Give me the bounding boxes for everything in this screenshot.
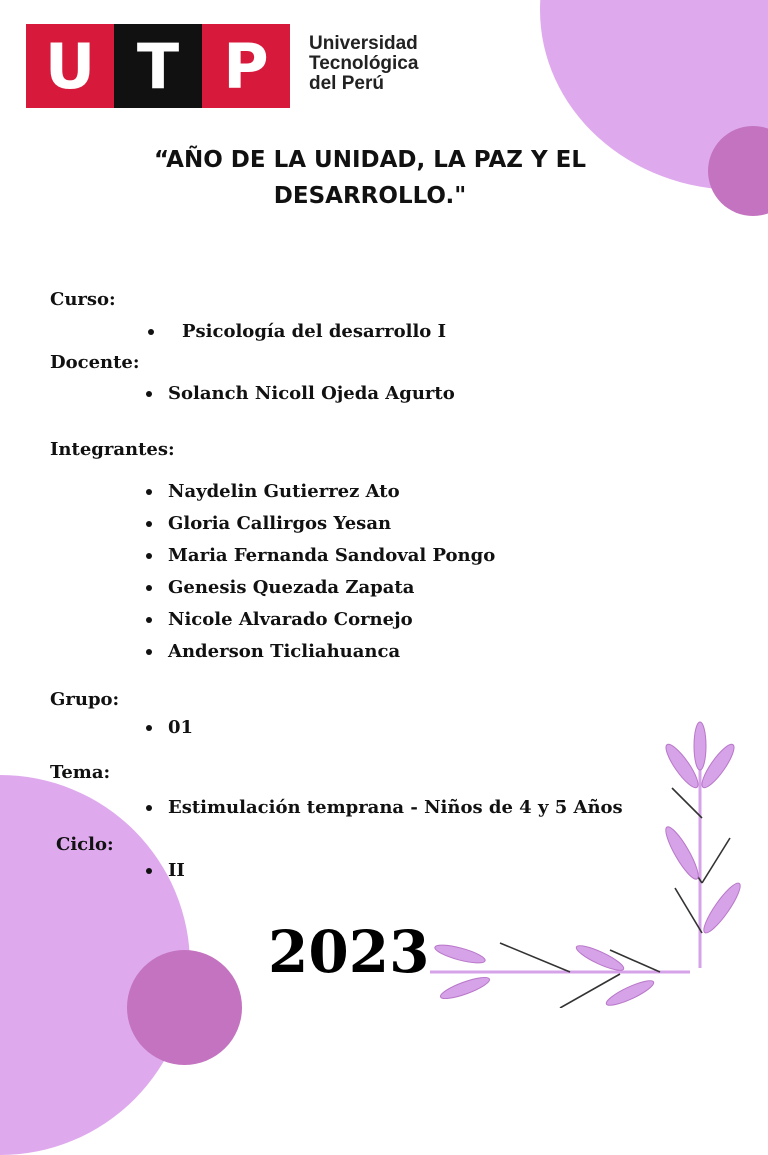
bullet-icon <box>146 805 152 811</box>
member-item <box>146 545 495 566</box>
bullet-icon <box>146 521 152 527</box>
university-name <box>309 34 418 94</box>
bullet-icon <box>146 725 152 731</box>
cycle-value: II <box>168 860 185 881</box>
slogan-line-2: DESARROLLO." <box>273 183 467 209</box>
course-label: Curso: <box>50 289 116 310</box>
slogan-line-1: “AÑO DE LA UNIDAD, LA PAZ Y EL <box>154 147 586 173</box>
leaf-branch-icon <box>420 718 768 1008</box>
member-name: Naydelin Gutierrez Ato <box>168 481 400 502</box>
member-name: Genesis Quezada Zapata <box>168 577 415 598</box>
bullet-icon <box>146 617 152 623</box>
teacher-label: Docente: <box>50 352 140 373</box>
logo-letter-p: P <box>202 24 290 108</box>
year-heading: 2023 <box>268 918 430 986</box>
topic-label: Tema: <box>50 762 111 783</box>
member-name: Nicole Alvarado Cornejo <box>168 609 413 630</box>
course-value: Psicología del desarrollo I <box>182 321 446 342</box>
group-value: 01 <box>168 717 194 738</box>
member-name: Anderson Ticliahuanca <box>168 641 401 662</box>
member-item <box>146 609 413 630</box>
logo-letter-u: U <box>26 24 114 108</box>
decorative-circle-bottom-left <box>127 950 242 1065</box>
year-slogan <box>60 142 680 214</box>
bullet-icon <box>146 585 152 591</box>
bullet-icon <box>146 868 152 874</box>
university-name-line-3: del Perú <box>309 73 384 94</box>
logo-letter-t: T <box>114 24 202 108</box>
member-name: Gloria Callirgos Yesan <box>168 513 392 534</box>
course-item <box>148 321 446 342</box>
member-item <box>146 513 391 534</box>
members-label: Integrantes: <box>50 439 175 460</box>
university-name-line-1: Universidad <box>309 33 418 54</box>
university-name-line-2: Tecnológica <box>309 53 419 74</box>
member-name: Maria Fernanda Sandoval Pongo <box>168 545 496 566</box>
member-item <box>146 481 400 502</box>
bullet-icon <box>146 649 152 655</box>
topic-value: Estimulación temprana - Niños de 4 y 5 Años <box>168 797 623 818</box>
member-item <box>146 577 414 598</box>
teacher-value: Solanch Nicoll Ojeda Agurto <box>168 383 455 404</box>
cycle-item <box>146 860 185 881</box>
utp-logo <box>26 24 290 108</box>
bullet-icon <box>148 329 154 335</box>
bullet-icon <box>146 553 152 559</box>
member-item <box>146 641 400 662</box>
cycle-label: Ciclo: <box>56 834 114 855</box>
group-label: Grupo: <box>50 689 120 710</box>
group-item <box>146 717 193 738</box>
bullet-icon <box>146 391 152 397</box>
teacher-item <box>146 383 455 404</box>
bullet-icon <box>146 489 152 495</box>
